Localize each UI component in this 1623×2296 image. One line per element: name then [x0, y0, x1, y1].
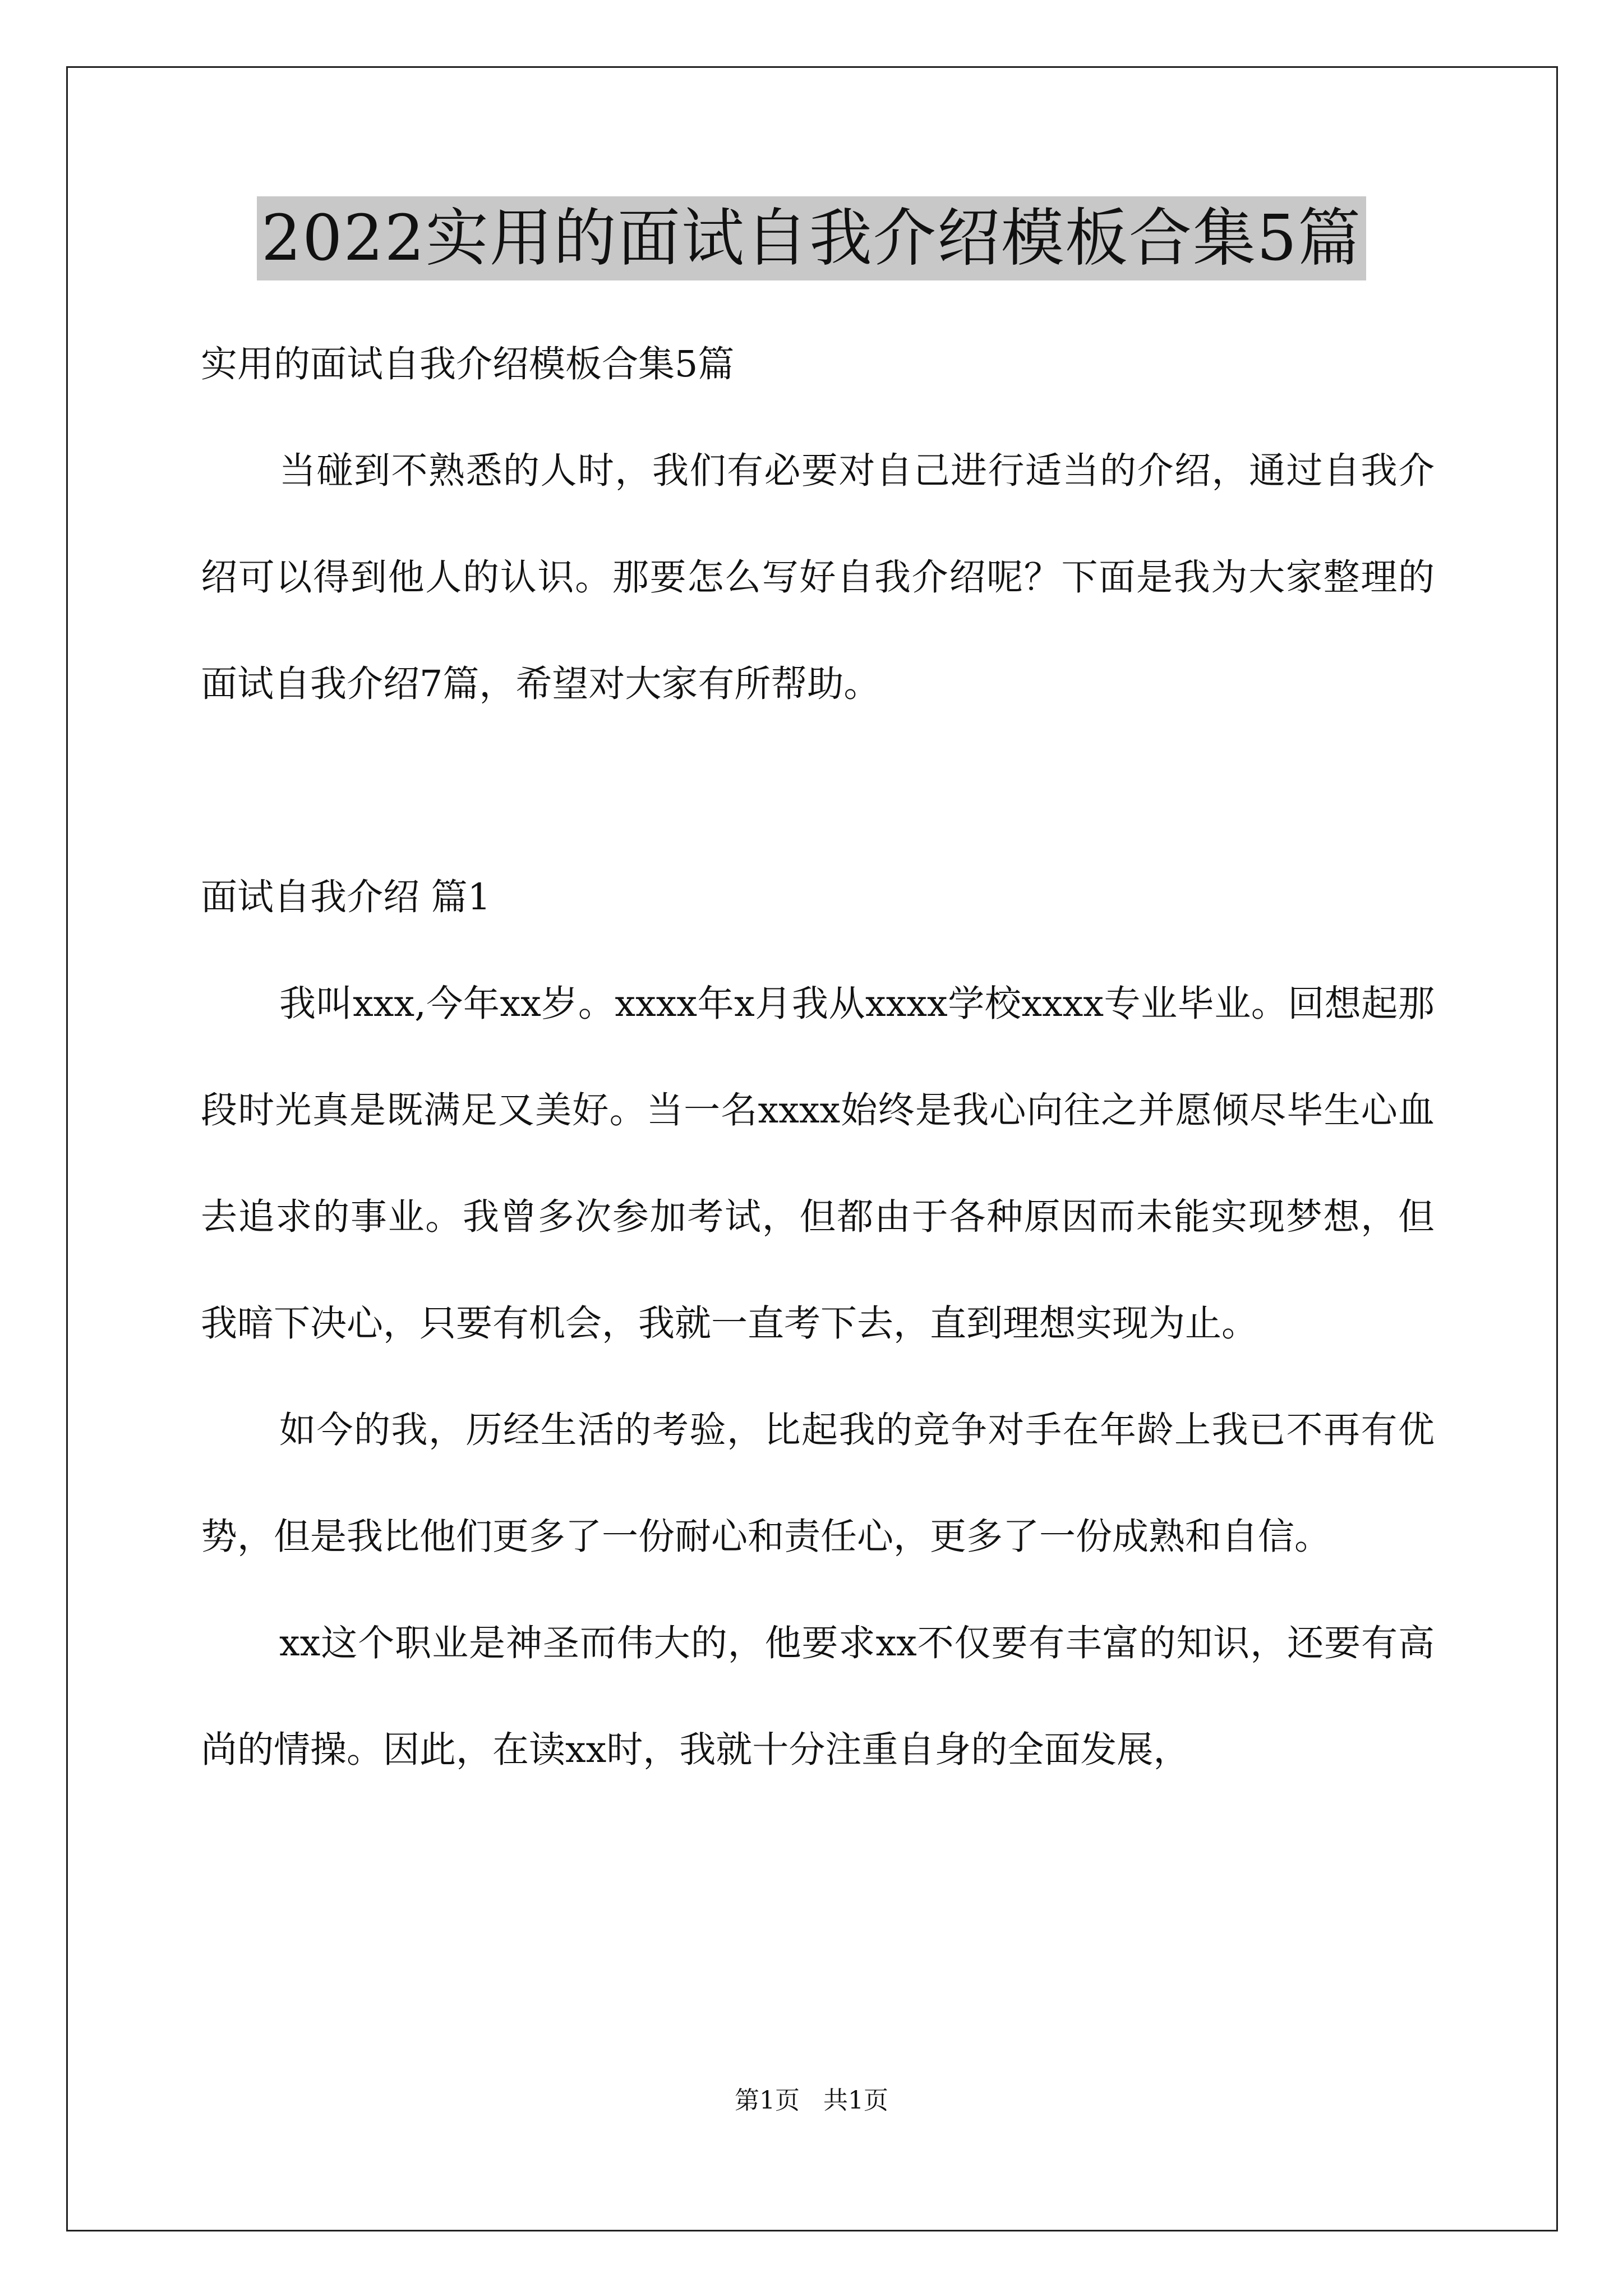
- document-body: [201, 311, 1435, 1803]
- document-title: 2022实用的面试自我介绍模板合集5篇: [257, 196, 1366, 280]
- body-paragraph: 我叫xxx,今年xx岁。xxxx年x月我从xxxx学校xxxx专业毕业。回想起那段时光真是既满足又美好。当一名xxxx始终是我心向往之并愿倾尽毕生心血去追求的事业。我曾多次参加考试，但都由于各种原因而未能实现梦想，但我暗下决心，只要有机会，我就一直考下去，直到理想实现为止。: [201, 983, 1435, 1345]
- body-paragraph: xx这个职业是神圣而伟大的，他要求xx不仅要有丰富的知识，还要有高尚的情操。因此，在读xx时，我就十分注重自身的全面发展，: [201, 1622, 1435, 1771]
- section-heading: 面试自我介绍 篇1: [201, 876, 491, 918]
- document-subtitle: 实用的面试自我介绍模板合集5篇: [201, 343, 735, 385]
- body-paragraph: 如今的我，历经生活的考验，比起我的竞争对手在年龄上我已不再有优势，但是我比他们更多了一份耐心和责任心，更多了一份成熟和自信。: [201, 1409, 1435, 1558]
- title-container: [0, 196, 1623, 280]
- intro-paragraph: 当碰到不熟悉的人时，我们有必要对自己进行适当的介绍，通过自我介绍可以得到他人的认识。那要怎么写好自我介绍呢？下面是我为大家整理的面试自我介绍7篇，希望对大家有所帮助。: [201, 450, 1435, 705]
- page-footer: 第1页 共1页: [735, 2086, 888, 2115]
